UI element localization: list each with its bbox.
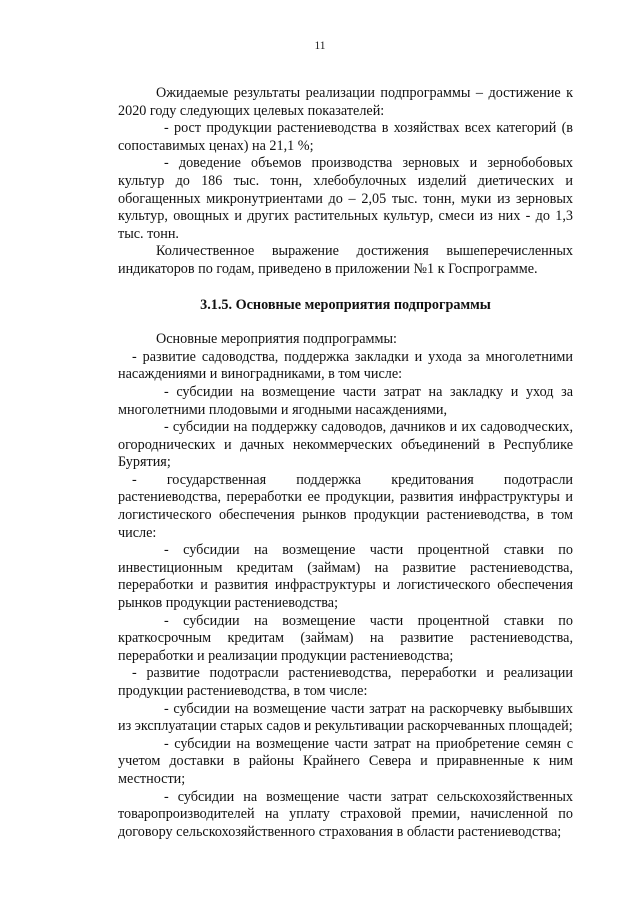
measure-item-credit-support: - государственная поддержка кредитования подотрасли растениеводства, переработки ее продукции, развития инфраструктуры и логистического обеспечения рынков продукции растениеводства, в том числе: [118, 471, 573, 541]
subsidy-item-short-term-credits: - субсидии на возмещение части процентной ставки по краткосрочным кредитам (займам) на развитие растениеводства, переработки и реализации продукции растениеводства; [118, 612, 573, 664]
subsidy-item-investment-credits: - субсидии на возмещение части процентной ставки по инвестиционным кредитам (займам) на развитие растениеводства, переработки и развития инфраструктуры и логистического обеспечения рынков продукции растениеводства; [118, 542, 573, 612]
page-number: 11 [314, 40, 326, 52]
subsidy-item-uprooting: - субсидии на возмещение части затрат на раскорчевку выбывших из эксплуатации старых садов и рекультивации раскорчеванных площадей; [118, 700, 573, 735]
spacer [118, 314, 573, 331]
measures-intro: Основные мероприятия подпрограммы: [156, 331, 397, 348]
subsidy-item-planting: - субсидии на возмещение части затрат на закладку и уход за многолетними плодовыми и ягодными насаждениями, [118, 383, 573, 418]
target-growth-item: - рост продукции растениеводства в хозяйствах всех категорий (в сопоставимых ценах) на 21,1 %; [118, 120, 573, 154]
section-heading: 3.1.5. Основные мероприятия подпрограммы [200, 296, 491, 313]
target-volume-item: - доведение объемов производства зерновых и зернобобовых культур до 186 тыс. тонн, хлебобулочных изделий диетических и обогащенных микронутриентами до – 2,05 тыс. тонн, муки из зерновых культур, овощных и других растительных культур, смеси из них - до 1,3 тыс. тонн. [118, 155, 573, 242]
subsidy-item-gardeners: - субсидии на поддержку садоводов, дачников и их садоводческих, огороднических и дачных некоммерческих объединений в Республике Бурятия; [118, 419, 573, 471]
measure-item-gardening: - развитие садоводства, поддержка закладки и ухода за многолетними насаждениями и виноградниками, в том числе: [118, 348, 573, 383]
page-content [118, 85, 573, 841]
indicators-reference-paragraph: Количественное выражение достижения вышеперечисленных индикаторов по годам, приведено в приложении №1 к Госпрограмме. [118, 243, 573, 277]
subsidy-item-seeds: - субсидии на возмещение части затрат на приобретение семян с учетом доставки в районы Крайнего Севера и приравненные к ним местности; [118, 735, 573, 787]
measure-item-crop-development: - развитие подотрасли растениеводства, переработки и реализации продукции растениеводства, в том числе: [118, 665, 573, 699]
expected-results-paragraph: Ожидаемые результаты реализации подпрограммы – достижение к 2020 году следующих целевых показателей: [118, 85, 573, 119]
subsidy-item-insurance: - субсидии на возмещение части затрат сельскохозяйственных товаропроизводителей на уплату страховой премии, начисленной по договору сельскохозяйственного страхования в области растениеводства; [118, 788, 573, 840]
spacer [118, 279, 573, 297]
